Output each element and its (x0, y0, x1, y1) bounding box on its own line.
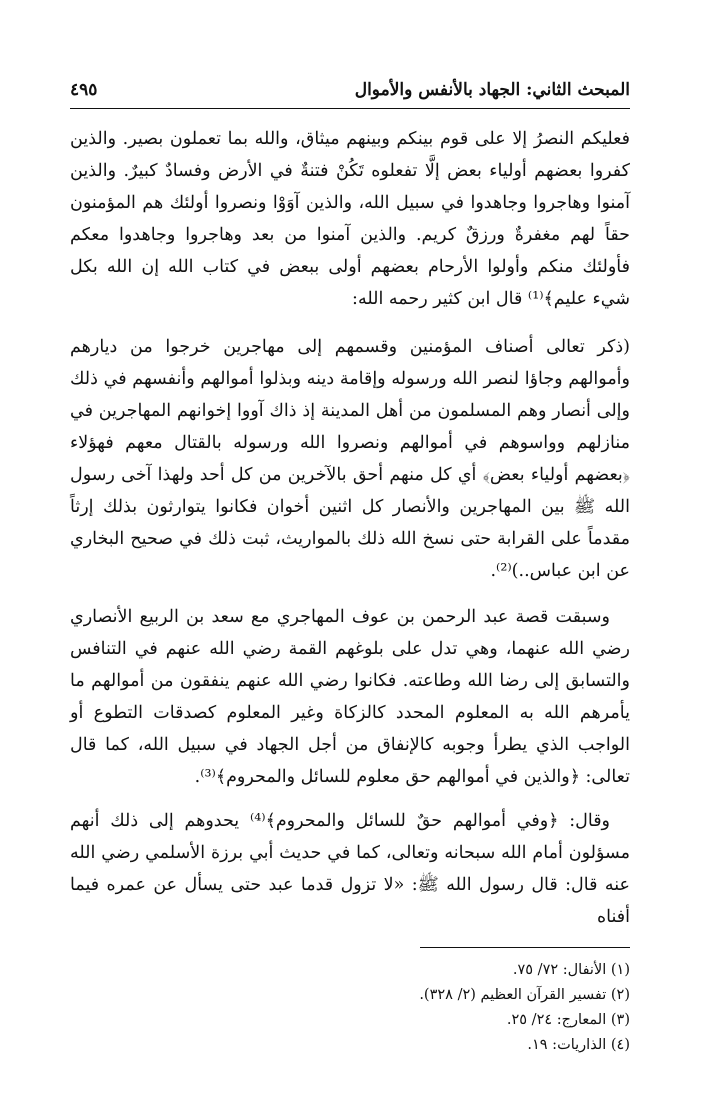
body-paragraph-2: وسبقت قصة عبد الرحمن بن عوف المهاجري مع سعد بن الربيع الأنصاري رضي الله عنهما، وهي تدل على بلوغهم القمة رضي الله عنهم في التنافس والتسابق إلى رضا الله وطاعته. فكانوا رضي الله عنهم ينفقون من أموالهم ما يأمرهم الله به المعلوم المحدد كالزكاة وغير المعلوم كصدقات التطوع أو الواجب الذي يطرأ وجوبه كالإنفاق من أجل الجهاد في سبيل الله، كما قال تعالى: ﴿والذين في أموالهم حق معلوم للسائل والمحروم﴾⁽³⁾. (70, 607, 630, 787)
quoted-passage: (ذكر تعالى أصناف المؤمنين وقسمهم إلى مهاجرين خرجوا من ديارهم وأموالهم وجاؤا لنصر الله ورسوله وإقامة دينه وبذلوا أموالهم وأنفسهم في ذلك وإلى أنصار وهم المسلمون من أهل المدينة إذ ذاك آووا إخوانهم المهاجرين في منازلهم وواسوهم في أموالهم ونصروا الله ورسوله بالقتال معهم فهؤلاء ﴿بعضهم أولياء بعض﴾ أي كل منهم أحق بالآخرين من كل أحد ولهذا آخى رسول الله ﷺ بين المهاجرين والأنصار كل اثنين أخوان فكانوا يتوارثون بذلك إرثاً مقدماً على القرابة حتى نسخ الله ذلك بالمواريث، ثبت ذلك في صحيح البخاري عن ابن عباس..)⁽²⁾. (70, 337, 630, 581)
footnote-2: (٢) تفسير القرآن العظيم (٢/ ٣٢٨). (419, 987, 630, 1003)
footnote-1: (١) الأنفال: ٧٢/ ٧٥. (512, 962, 630, 978)
footnote-rule (420, 947, 630, 948)
body-paragraph-1: فعليكم النصرُ إلا على قوم بينكم وبينهم ميثاق، والله بما تعملون بصير. والذين كفروا بعضهم أولياء بعض إلَّا تفعلوه تَكُنْ فتنةٌ في الأرض وفسادٌ كبيرٌ. والذين آمنوا وهاجروا وجاهدوا في سبيل الله، والذين آوَوْا ونصروا أولئك هم المؤمنون حقاً لهم مغفرةٌ ورزقٌ كريم. والذين آمنوا من بعد وهاجروا وجاهدوا معكم فأولئك منكم وأولوا الأرحام بعضهم أولى ببعض في كتاب الله إن الله بكل شيء عليم﴾⁽¹⁾ قال ابن كثير رحمه الله: (70, 129, 630, 309)
header-rule (70, 108, 630, 109)
running-title: المبحث الثاني: الجهاد بالأنفس والأموال (354, 80, 630, 100)
footnote-3: (٣) المعارج: ٢٤/ ٢٥. (506, 1012, 630, 1028)
footnotes (70, 958, 630, 1058)
footnote-4: (٤) الذاريات: ١٩. (527, 1037, 630, 1053)
running-header (70, 80, 630, 106)
page (70, 80, 630, 1058)
body-paragraph-3: وقال: ﴿وفي أموالهم حقٌ للسائل والمحروم﴾⁽⁴⁾ يحدوهم إلى ذلك أنهم مسؤلون أمام الله سبحانه وتعالى، كما في حديث أبي برزة الأسلمي رضي الله عنه قال: قال رسول الله ﷺ: «لا تزول قدما عبد حتى يسأل عن عمره فيما أفناه (70, 811, 630, 927)
page-number: ٤٩٥ (70, 80, 98, 100)
